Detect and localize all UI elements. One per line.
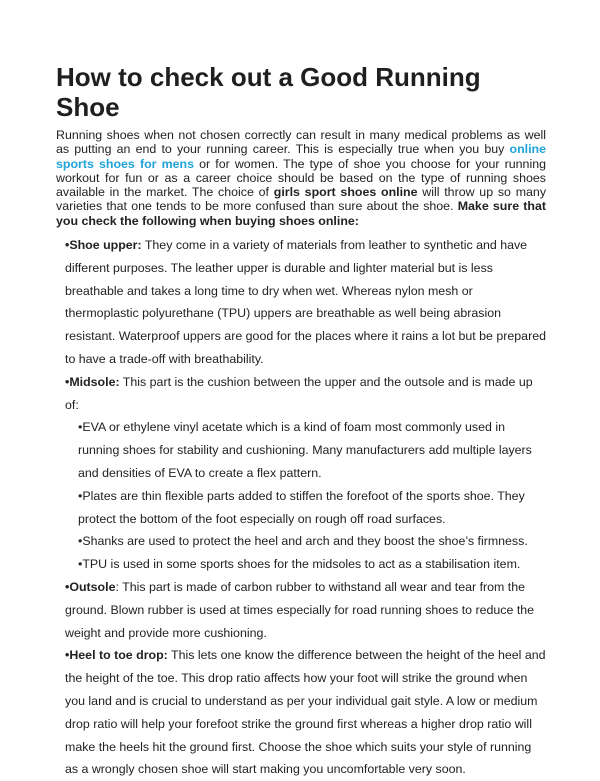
intro-paragraph: [56, 128, 546, 228]
intro-text-3: will throw up so many varieties that one tends to be more confused than sure about the shoe.: [56, 185, 547, 214]
article: [56, 62, 546, 781]
intro-text-2: or for women. The type of shoe you choose for your running workout for fun or as a career choice should be based on the type of running shoes available in the market. The choice of: [56, 156, 546, 200]
article-title: How to check out a Good Running Shoe: [56, 62, 481, 122]
midsole-item: [56, 371, 546, 417]
midsole-subitem-shanks: •Shanks are used to protect the heel and arch and they boost the shoe’s firmness.: [78, 534, 528, 549]
girls-sport-shoes-bold: girls sport shoes online: [273, 185, 418, 200]
midsole-label: •Midsole:: [65, 374, 120, 389]
midsole-subitem-eva: •EVA or ethylene vinyl acetate which is a kind of foam most commonly used in running shoes for stability and cushioning. Many manufacturers add multiple layers and densities of EVA to create a flex pattern.: [78, 420, 532, 481]
heel-toe-drop-text: This lets one know the difference between the height of the heel and the height of the toe. This drop ratio affects how your foot will strike the ground when you land and is crucial to understand as per your individual gait style. A low or medium drop ratio will help your forefoot strike the ground first whereas a higher drop ratio will make the heels hit the ground first. Choose the shoe which suits your style of running as a wrongly chosen shoe will start making you uncomfortable very soon.: [65, 648, 546, 777]
shoe-upper-text: They come in a variety of materials from leather to synthetic and have different purposes. The leather upper is durable and lighter material but is less breathable and takes a long time to dry when wet. Whereas nylon mesh or thermoplastic polyurethane (TPU) uppers are breathable as well being abrasion resistant. Waterproof uppers are good for the places where it rains a lot but be prepared to have a trade-off with breathability.: [65, 238, 546, 367]
heel-toe-drop-item: [56, 644, 546, 781]
intro-text-1: Running shoes when not chosen correctly can result in many medical problems as well as putting an end to your running career. This is especially true when you buy: [56, 128, 546, 157]
online-sports-shoes-link[interactable]: online sports shoes for mens: [56, 142, 546, 171]
checklist-heading: Make sure that you check the following when buying shoes online:: [56, 199, 546, 228]
outsole-label: •Outsole: [65, 580, 116, 595]
midsole-subitem-tpu: •TPU is used in some sports shoes for the midsoles to act as a stabilisation item.: [78, 557, 521, 572]
midsole-subitem-plates: •Plates are thin flexible parts added to stiffen the forefoot of the sports shoe. They protect the bottom of the foot especially on rough off road surfaces.: [78, 488, 525, 526]
shoe-upper-item: [56, 234, 546, 371]
outsole-item: [56, 576, 546, 644]
midsole-text: This part is the cushion between the upper and the outsole and is made up of:: [65, 374, 533, 412]
outsole-text: : This part is made of carbon rubber to withstand all wear and tear from the ground. Blown rubber is used at times especially for road running shoes to reduce the weight and provide more cushioning.: [65, 580, 535, 640]
shoe-upper-label: •Shoe upper:: [65, 238, 142, 253]
heel-toe-drop-label: •Heel to toe drop:: [65, 648, 168, 663]
